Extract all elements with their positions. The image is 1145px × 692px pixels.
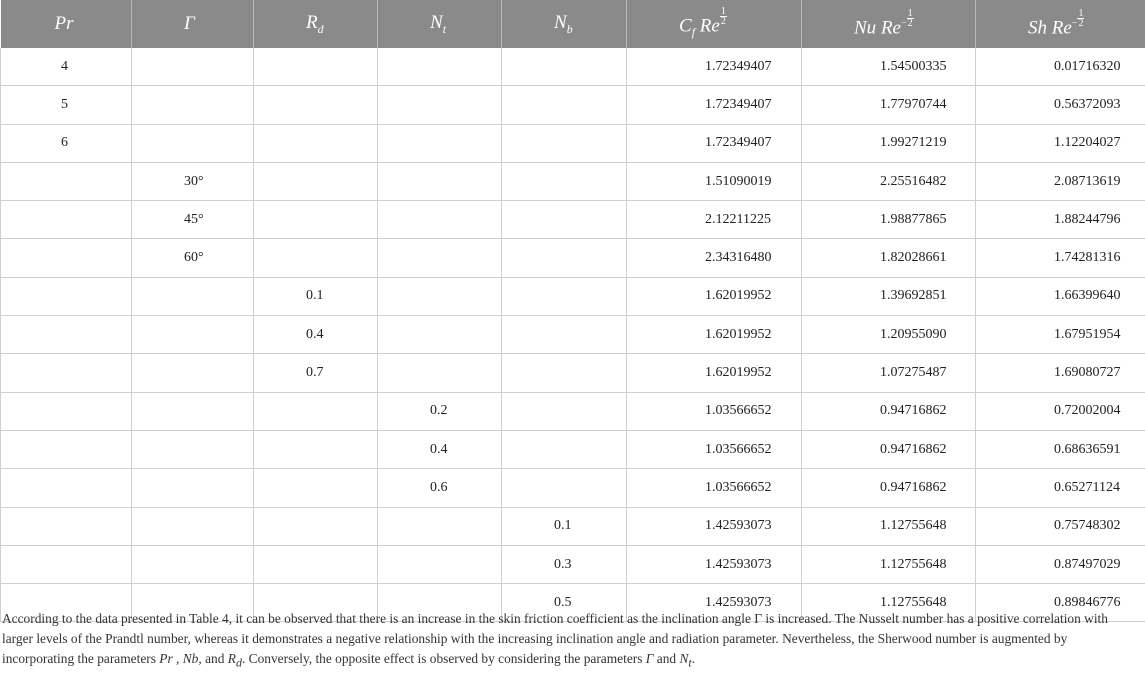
table-cell — [132, 354, 254, 392]
table-cell: 2.12211225 — [627, 201, 802, 239]
table-cell: 0.94716862 — [802, 430, 976, 468]
table-cell: 1.88244796 — [976, 201, 1145, 239]
table-row — [1, 124, 1145, 162]
table-cell — [378, 354, 502, 392]
table-cell — [502, 124, 627, 162]
table-cell: 2.08713619 — [976, 162, 1145, 200]
table-cell — [254, 201, 378, 239]
header-rd: $R_d$ — [254, 0, 378, 48]
table-cell: 0.72002004 — [976, 392, 1145, 430]
table-cell: 1.51090019 — [627, 162, 802, 200]
exponent-fraction: $\frac{1}{2}$ — [1078, 7, 1084, 29]
exponent-neg-half: − — [1071, 17, 1078, 29]
table-row — [1, 469, 1145, 507]
table-cell — [502, 201, 627, 239]
table-cell: 1.03566652 — [627, 430, 802, 468]
caption-text: . Conversely, the opposite effect is observed by considering the parameters — [241, 651, 646, 666]
table-cell: 1.12755648 — [802, 545, 976, 583]
table-row — [1, 86, 1145, 124]
table-cell — [132, 48, 254, 86]
table-caption — [2, 609, 1140, 673]
table-cell: 0.65271124 — [976, 469, 1145, 507]
table-cell: 1.62019952 — [627, 277, 802, 315]
header-nu: Nu Re − $\frac{1}{2}$ — [802, 0, 976, 48]
caption-text: , — [172, 651, 183, 666]
table-cell — [254, 124, 378, 162]
table-body — [1, 48, 1145, 622]
table-cell — [378, 545, 502, 583]
table-cell — [1, 392, 132, 430]
caption-symbol: R — [227, 651, 236, 666]
table-cell: 0.4 — [378, 430, 502, 468]
table-cell — [132, 277, 254, 315]
table-cell — [502, 239, 627, 277]
table-cell — [1, 469, 132, 507]
table-cell: 0.4 — [254, 316, 378, 354]
table-cell: 1.12755648 — [802, 507, 976, 545]
table-cell — [1, 277, 132, 315]
table-cell: 1.03566652 — [627, 392, 802, 430]
table-cell — [378, 124, 502, 162]
table-row — [1, 162, 1145, 200]
table-cell — [378, 162, 502, 200]
table-cell: 1.42593073 — [627, 507, 802, 545]
caption-symbol: d — [235, 655, 242, 670]
table-cell: 1.66399640 — [976, 277, 1145, 315]
table-cell — [378, 86, 502, 124]
table-row — [1, 507, 1145, 545]
table-cell: 5 — [1, 86, 132, 124]
table-cell: 1.54500335 — [802, 48, 976, 86]
table-cell: 1.12755648 — [802, 584, 976, 622]
table-cell: 0.68636591 — [976, 430, 1145, 468]
header-gamma: Γ — [132, 0, 254, 48]
table-cell — [132, 545, 254, 583]
table-cell: 1.39692851 — [802, 277, 976, 315]
table-cell — [1, 201, 132, 239]
table-cell: 60° — [132, 239, 254, 277]
table-cell: 1.67951954 — [976, 316, 1145, 354]
caption-symbol: Γ — [645, 651, 654, 666]
exponent-half: $\frac{1}{2}$ — [720, 6, 726, 28]
table-cell — [1, 162, 132, 200]
table-cell — [502, 430, 627, 468]
table-cell — [502, 162, 627, 200]
table-cell: 30° — [132, 162, 254, 200]
table-cell — [378, 201, 502, 239]
header-sh: Sh Re − $\frac{1}{2}$ — [976, 0, 1145, 48]
table-cell: 1.72349407 — [627, 86, 802, 124]
table-cell: 0.01716320 — [976, 48, 1145, 86]
table-cell — [254, 48, 378, 86]
table-cell — [254, 239, 378, 277]
table-cell — [378, 239, 502, 277]
table-cell: 1.03566652 — [627, 469, 802, 507]
table-cell — [378, 48, 502, 86]
table-cell — [502, 277, 627, 315]
table-cell — [1, 239, 132, 277]
table-cell — [502, 86, 627, 124]
header-row — [1, 0, 1145, 48]
table-cell — [254, 392, 378, 430]
table-cell: 0.7 — [254, 354, 378, 392]
header-nt: $N_t$ — [378, 0, 502, 48]
table-cell: 0.5 — [502, 584, 627, 622]
table-cell: 4 — [1, 48, 132, 86]
table-cell: 2.34316480 — [627, 239, 802, 277]
table-cell — [132, 507, 254, 545]
table-cell — [502, 392, 627, 430]
table-cell — [254, 430, 378, 468]
caption-symbol: t — [688, 655, 692, 670]
header-cf: $C_f$ Re $\frac{1}{2}$ — [627, 0, 802, 48]
table-cell: 0.1 — [502, 507, 627, 545]
table-cell — [502, 316, 627, 354]
table-cell: 45° — [132, 201, 254, 239]
table-cell: 0.89846776 — [976, 584, 1145, 622]
table-cell: 0.1 — [254, 277, 378, 315]
table-cell — [378, 277, 502, 315]
table-cell — [1, 430, 132, 468]
table-row — [1, 48, 1145, 86]
table-row — [1, 430, 1145, 468]
table-cell — [132, 124, 254, 162]
table-cell — [1, 507, 132, 545]
table-cell — [502, 48, 627, 86]
table-row — [1, 277, 1145, 315]
caption-text: . — [691, 651, 696, 666]
table-cell — [132, 316, 254, 354]
caption-text: According to the data presented in Table 4, it can be observed that there is an increase in the skin friction coefficient as the inclination angle Γ is increased. The Nusselt number has a positive correlation with larger levels of the Prandtl number, whereas it demonstrates a negative relationship with the increasing inclination angle and radiation parameter. Nevertheless, the Sherwood number is augmented by incorporating the parameters — [2, 611, 1108, 666]
table-cell: 1.62019952 — [627, 354, 802, 392]
table-cell: 1.42593073 — [627, 584, 802, 622]
table-cell — [378, 316, 502, 354]
table-cell: 1.72349407 — [627, 48, 802, 86]
table-cell — [1, 316, 132, 354]
table-cell: 1.98877865 — [802, 201, 976, 239]
caption-symbol: Pr — [159, 651, 173, 666]
table-cell: 1.99271219 — [802, 124, 976, 162]
table-cell — [254, 545, 378, 583]
caption-symbol: Nb — [182, 651, 199, 666]
table-cell — [132, 86, 254, 124]
table-cell: 1.12204027 — [976, 124, 1145, 162]
table-row — [1, 545, 1145, 583]
caption-symbol: N — [679, 651, 689, 666]
caption-text: and — [653, 651, 680, 666]
table-cell — [254, 469, 378, 507]
table-cell: 0.2 — [378, 392, 502, 430]
table-cell: 1.74281316 — [976, 239, 1145, 277]
table-cell: 1.69080727 — [976, 354, 1145, 392]
table-cell: 1.77970744 — [802, 86, 976, 124]
table-cell: 0.94716862 — [802, 392, 976, 430]
table-cell: 0.87497029 — [976, 545, 1145, 583]
table-cell: 1.20955090 — [802, 316, 976, 354]
table-cell — [1, 354, 132, 392]
table-cell — [502, 469, 627, 507]
table-cell: 1.72349407 — [627, 124, 802, 162]
caption-text: , and — [198, 651, 228, 666]
table-cell: 2.25516482 — [802, 162, 976, 200]
table-cell: 1.07275487 — [802, 354, 976, 392]
table-cell — [132, 392, 254, 430]
exponent-neg-half: − — [900, 17, 907, 29]
table-cell — [254, 507, 378, 545]
table-cell — [502, 354, 627, 392]
table-cell — [254, 162, 378, 200]
table-row — [1, 316, 1145, 354]
header-nb: $N_b$ — [502, 0, 627, 48]
table-cell: 0.3 — [502, 545, 627, 583]
table-cell: 1.42593073 — [627, 545, 802, 583]
table-row — [1, 239, 1145, 277]
table-cell: 0.6 — [378, 469, 502, 507]
table-cell: 0.75748302 — [976, 507, 1145, 545]
table-cell: 6 — [1, 124, 132, 162]
table-cell — [378, 507, 502, 545]
table-cell: 0.94716862 — [802, 469, 976, 507]
table-cell: 0.56372093 — [976, 86, 1145, 124]
table-row — [1, 392, 1145, 430]
table-cell: 1.82028661 — [802, 239, 976, 277]
table-row — [1, 354, 1145, 392]
table-cell — [254, 86, 378, 124]
exponent-fraction: $\frac{1}{2}$ — [907, 7, 913, 29]
header-pr: Pr — [1, 0, 132, 48]
table-cell: 1.62019952 — [627, 316, 802, 354]
table-cell — [132, 430, 254, 468]
table-row — [1, 201, 1145, 239]
table-cell — [1, 545, 132, 583]
table-cell — [132, 469, 254, 507]
